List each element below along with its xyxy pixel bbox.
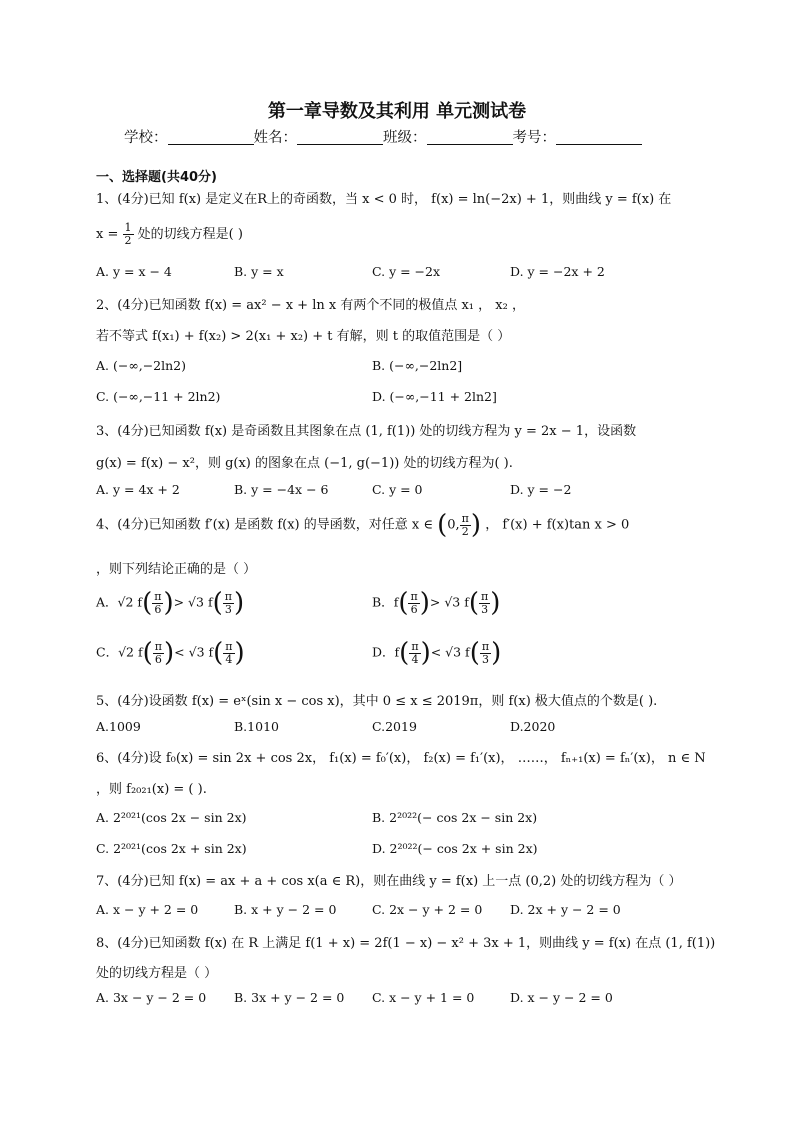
q3-stem-line1: 3、(4分)已知函数 f(x) 是奇函数且其图象在点 (1, f(1)) 处的切线方程为 y = 2x − 1，设函数 xyxy=(96,424,637,439)
q4-c-label: C． xyxy=(96,644,119,660)
q4-b-paren2-close: ) xyxy=(490,588,501,618)
q4-stem-line1 xyxy=(96,510,629,540)
q4-d-paren-close: ) xyxy=(420,638,431,668)
q4-a-right-num: π xyxy=(224,589,232,603)
q4-d-op: < √3 f xyxy=(430,644,470,660)
q2-stem-line1: 2、(4分)已知函数 f(x) = ax² − x + ln x 有两个不同的极值点 x₁ ， x₂ ， xyxy=(96,298,525,313)
q4-b-label: B． xyxy=(372,594,394,610)
q4-a-label: A． xyxy=(96,594,118,610)
q3-option-d[interactable]: D. y = −2 xyxy=(510,482,572,497)
name-blank[interactable] xyxy=(297,130,383,145)
q4-c-paren-open: ( xyxy=(142,638,153,668)
class-blank[interactable] xyxy=(427,130,513,145)
q6-stem-line1: 6、(4分)设 f₀(x) = sin 2x + cos 2x， f₁(x) = f₀′(x)， f₂(x) = f₁′(x)， ……， fₙ₊₁(x) = fₙ′(x)， n ∈ N xyxy=(96,751,706,766)
q8-option-a[interactable]: A. 3x − y − 2 = 0 xyxy=(96,990,207,1005)
q4-pi: π xyxy=(461,511,469,525)
q4-a-paren2-open: ( xyxy=(212,588,223,618)
q4-b-paren-open: ( xyxy=(398,588,409,618)
number-blank[interactable] xyxy=(556,130,642,145)
q8-option-d[interactable]: D. x − y − 2 = 0 xyxy=(510,990,613,1005)
q8-stem-line2: 处的切线方程是（ ） xyxy=(96,966,218,981)
q4-a-paren2-close: ) xyxy=(233,588,245,618)
q1-frac-den: 2 xyxy=(124,234,132,247)
q4-b-left-num: π xyxy=(410,589,418,603)
q4-interval-fraction xyxy=(460,513,471,538)
q4-a-right-den: 3 xyxy=(224,602,232,616)
q4-a-left-den: 6 xyxy=(154,602,162,616)
q6-option-b[interactable]: B. 2²⁰²²(− cos 2x − sin 2x) xyxy=(372,810,538,825)
q1-stem-tail: 处的切线方程是( ) xyxy=(137,227,243,242)
q8-option-c[interactable]: C. x − y + 1 = 0 xyxy=(372,990,475,1005)
q6-option-d[interactable]: D. 2²⁰²²(− cos 2x + sin 2x) xyxy=(372,841,538,856)
school-label: 学校： xyxy=(124,130,168,146)
q2-option-d[interactable]: D. (−∞,−11 + 2ln2] xyxy=(372,389,497,404)
q1-stem-line1: 1、(4分)已知 f(x) 是定义在R上的奇函数，当 x < 0 时， f(x) = ln(−2x) + 1，则曲线 y = f(x) 在 xyxy=(96,192,672,207)
q1-option-d[interactable]: D. y = −2x + 2 xyxy=(510,264,605,279)
q4-c-right-frac xyxy=(223,641,234,666)
q2-option-c[interactable]: C. (−∞,−11 + 2ln2) xyxy=(96,389,221,404)
q4-two: 2 xyxy=(461,524,469,538)
q4-d-right-frac xyxy=(480,641,491,666)
q8-option-b[interactable]: B. 3x + y − 2 = 0 xyxy=(234,990,345,1005)
q4-b-op: > √3 f xyxy=(429,594,469,610)
q4-b-paren2-open: ( xyxy=(468,588,479,618)
q4-b-left: f xyxy=(393,594,399,610)
q4-c-left-frac xyxy=(153,641,164,666)
q4-option-a[interactable] xyxy=(96,588,244,618)
q4-c-left: √2 f xyxy=(118,644,143,660)
q4-b-right-frac xyxy=(479,591,490,616)
q1-x-eq: x = xyxy=(96,227,119,242)
q4-d-right-num: π xyxy=(481,639,490,653)
q7-option-d[interactable]: D. 2x + y − 2 = 0 xyxy=(510,902,621,917)
q4-a-left: √2 f xyxy=(117,594,143,610)
q5-stem-line1: 5、(4分)设函数 f(x) = eˣ(sin x − cos x)，其中 0 ≤ x ≤ 2019π，则 f(x) 极大值点的个数是( ). xyxy=(96,694,658,709)
q4-c-right-num: π xyxy=(225,639,233,653)
number-label: 考号： xyxy=(512,130,556,146)
q6-option-c[interactable]: C. 2²⁰²¹(cos 2x + sin 2x) xyxy=(96,841,247,856)
q1-option-c[interactable]: C. y = −2x xyxy=(372,264,441,279)
q4-interval-open: ( xyxy=(437,510,448,540)
q4-option-b[interactable] xyxy=(372,588,500,618)
q4-stem-head: 4、(4分)已知函数 f′(x) 是函数 f(x) 的导函数，对任意 x ∈ xyxy=(96,517,433,533)
q4-c-left-num: π xyxy=(154,639,162,653)
q4-d-label: D． xyxy=(372,644,395,660)
q3-option-a[interactable]: A. y = 4x + 2 xyxy=(96,482,180,497)
school-blank[interactable] xyxy=(168,130,254,145)
q4-c-right-den: 4 xyxy=(225,652,233,666)
q4-b-right-den: 3 xyxy=(481,602,489,616)
q4-b-left-den: 6 xyxy=(410,602,418,616)
q4-interval-close: ) xyxy=(470,510,482,540)
q4-d-left-frac xyxy=(409,641,420,666)
q7-option-b[interactable]: B. x + y − 2 = 0 xyxy=(234,902,337,917)
q3-stem-line2: g(x) = f(x) − x²，则 g(x) 的图象在点 (−1, g(−1)) 处的切线方程为( ). xyxy=(96,456,513,471)
q6-option-a[interactable]: A. 2²⁰²¹(cos 2x − sin 2x) xyxy=(96,810,247,825)
q7-option-c[interactable]: C. 2x − y + 2 = 0 xyxy=(372,902,483,917)
q4-d-paren2-close: ) xyxy=(491,638,502,668)
class-label: 班级： xyxy=(383,130,427,146)
q4-c-paren2-open: ( xyxy=(213,638,224,668)
q5-option-d[interactable]: D.2020 xyxy=(510,719,556,734)
q4-d-paren2-open: ( xyxy=(469,638,480,668)
q1-stem-line2 xyxy=(96,222,243,247)
q7-option-a[interactable]: A. x − y + 2 = 0 xyxy=(96,902,199,917)
q4-stem-tail: ， f′(x) + f(x)tan x > 0 xyxy=(485,517,630,533)
q4-option-d[interactable] xyxy=(372,638,501,668)
section-heading: 一、选择题(共40分) xyxy=(96,170,217,185)
q5-option-c[interactable]: C.2019 xyxy=(372,719,417,734)
q4-d-right-den: 3 xyxy=(481,652,489,666)
name-label: 姓名： xyxy=(253,130,297,146)
q4-d-paren-open: ( xyxy=(399,638,410,668)
q4-stem-line2: ，则下列结论正确的是（ ） xyxy=(96,562,257,577)
q5-option-a[interactable]: A.1009 xyxy=(96,719,141,734)
q4-a-right-frac xyxy=(223,591,234,616)
q4-b-left-frac xyxy=(408,591,419,616)
q4-d-left-den: 4 xyxy=(411,652,419,666)
q4-b-paren-close: ) xyxy=(419,588,430,618)
q4-c-paren2-close: ) xyxy=(234,638,245,668)
q3-option-c[interactable]: C. y = 0 xyxy=(372,482,423,497)
q6-stem-line2: ，则 f₂₀₂₁(x) = ( ). xyxy=(96,782,207,797)
q4-c-left-den: 6 xyxy=(154,652,162,666)
q4-a-left-frac xyxy=(152,591,163,616)
q7-stem-line1: 7、(4分)已知 f(x) = ax + a + cos x(a ∈ R)，则在曲线 y = f(x) 上一点 (0,2) 处的切线方程为（ ） xyxy=(96,874,682,889)
q4-interval-zero: 0, xyxy=(447,517,460,533)
q4-d-left-num: π xyxy=(411,639,419,653)
q4-c-paren-close: ) xyxy=(164,638,175,668)
q4-d-left: f xyxy=(394,644,400,660)
q1-frac-num: 1 xyxy=(124,221,132,234)
page-title: 第一章导数及其利用 单元测试卷 xyxy=(267,101,527,122)
q1-option-b[interactable]: B. y = x xyxy=(234,264,284,279)
q4-a-paren-close: ) xyxy=(163,588,174,618)
q4-a-paren-open: ( xyxy=(142,588,153,618)
student-info-line xyxy=(124,126,642,147)
q3-option-b[interactable]: B. y = −4x − 6 xyxy=(234,482,329,497)
q4-a-op: > √3 f xyxy=(173,594,213,610)
q8-stem-line1: 8、(4分)已知函数 f(x) 在 R 上满足 f(1 + x) = 2f(1 − x) − x² + 3x + 1，则曲线 y = f(x) 在点 (1, f(1)) xyxy=(96,936,716,951)
q4-option-c[interactable] xyxy=(96,638,245,668)
q4-b-right-num: π xyxy=(481,589,489,603)
q2-option-a[interactable]: A. (−∞,−2ln2) xyxy=(96,358,187,373)
q2-stem-line2: 若不等式 f(x₁) + f(x₂) > 2(x₁ + x₂) + t 有解，则 t 的取值范围是（ ） xyxy=(96,329,511,344)
q5-option-b[interactable]: B.1010 xyxy=(234,719,279,734)
q1-fraction xyxy=(123,222,134,247)
q4-c-op: < √3 f xyxy=(174,644,214,660)
q1-option-a[interactable]: A. y = x − 4 xyxy=(96,264,172,279)
q4-a-left-num: π xyxy=(154,589,162,603)
q2-option-b[interactable]: B. (−∞,−2ln2] xyxy=(372,358,463,373)
